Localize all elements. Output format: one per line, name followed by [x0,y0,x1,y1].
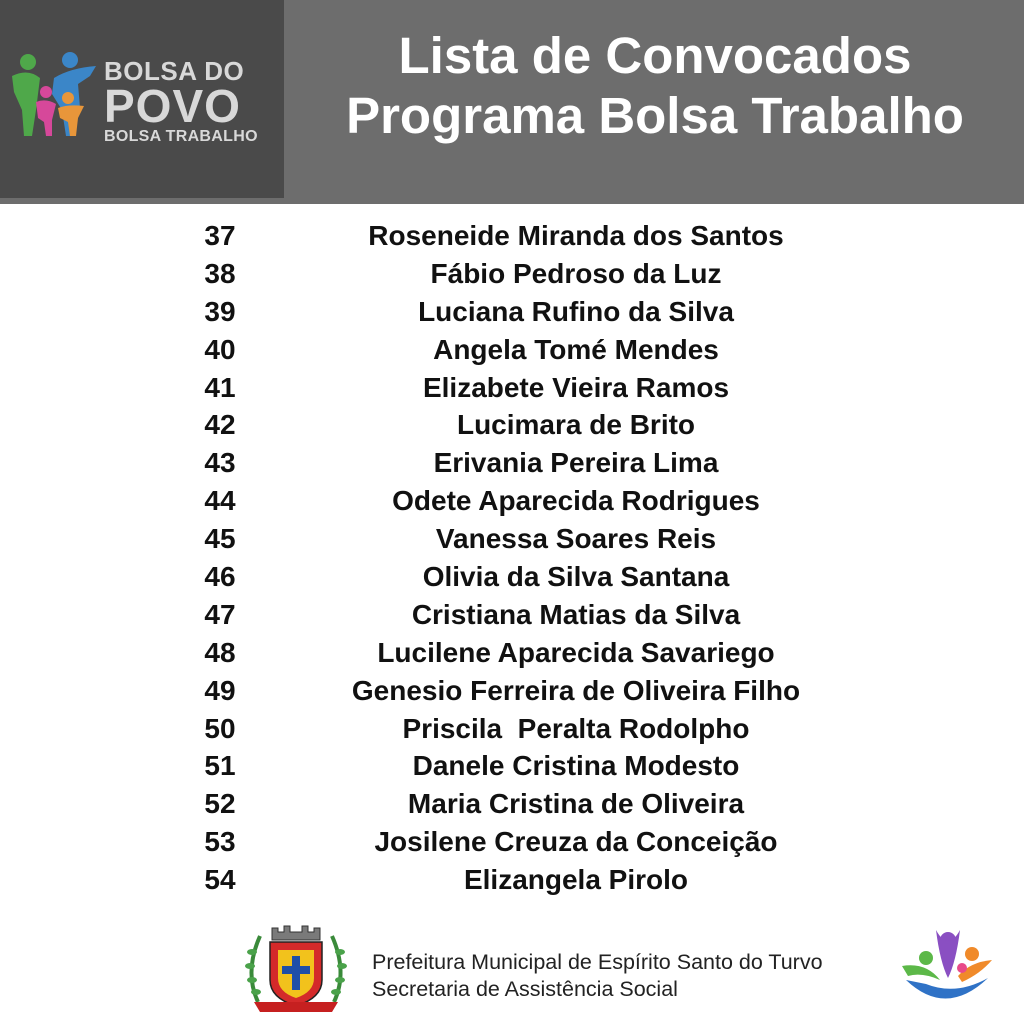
logo-line2: POVO [104,80,241,132]
title-line-2: Programa Bolsa Trabalho [346,87,964,144]
list-item-number: 38 [204,257,236,289]
list-item-name: Lucimara de Brito [456,409,696,441]
list-item-number: 43 [204,447,236,479]
list-item [0,217,1024,255]
list-item [0,520,1024,558]
list-item-number: 51 [204,750,236,782]
list-item-number: 46 [204,561,236,593]
footer-institution [372,949,823,1003]
list-item [0,482,1024,520]
list-item-number: 47 [204,598,236,630]
list-item [0,255,1024,293]
footer-line-2: Secretaria de Assistência Social [372,977,678,1001]
list-item [0,710,1024,748]
list-item [0,406,1024,444]
list-item [0,785,1024,823]
title-line-1: Lista de Convocados [398,27,912,84]
page-title [300,26,1010,146]
list-item-name: Genesio Ferreira de Oliveira Filho [351,674,801,706]
list-item-number: 45 [204,523,236,555]
list-item-name: Erivania Pereira Lima [433,447,719,479]
list-item [0,823,1024,861]
list-item-number: 40 [204,333,236,365]
list-item-name: Elizangela Pirolo [463,864,689,896]
list-item-name: Danele Cristina Modesto [412,750,740,782]
list-item [0,634,1024,672]
list-item-name: Odete Aparecida Rodrigues [392,485,760,517]
list-item [0,861,1024,899]
list-item-name: Vanessa Soares Reis [435,523,717,555]
list-item [0,747,1024,785]
bolsa-do-povo-logo [0,0,284,198]
list-item-name: Fábio Pedroso da Luz [430,257,722,289]
list-item-number: 50 [204,712,236,744]
list-item [0,596,1024,634]
social-assistance-logo-icon [896,922,996,1012]
list-item-number: 53 [204,826,236,858]
municipal-coat-of-arms-icon [240,922,352,1014]
logo-line1: BOLSA DO [104,56,245,86]
list-item-number: 49 [204,674,236,706]
logo-wordmark [104,58,258,146]
list-item-number: 37 [204,220,236,251]
list-item [0,558,1024,596]
list-item-number: 41 [204,371,236,403]
list-item-number: 39 [204,295,236,327]
list-item-name: Angela Tomé Mendes [433,333,719,365]
list-item-name: Maria Cristina de Oliveira [407,788,745,820]
list-item [0,369,1024,407]
header-banner [0,0,1024,204]
list-item [0,293,1024,331]
list-item-number: 54 [204,864,236,896]
list-item [0,672,1024,710]
list-item-number: 42 [204,409,236,441]
list-item-name: Olivia da Silva Santana [422,561,730,593]
list-item [0,444,1024,482]
list-item-number: 44 [204,485,236,517]
list-item-name: Lucilene Aparecida Savariego [377,636,775,668]
footer-line-1: Prefeitura Municipal de Espírito Santo do Turvo [372,950,823,974]
family-people-icon [6,48,102,144]
list-item-number: 52 [204,788,236,820]
list-item-name: Elizabete Vieira Ramos [422,371,730,403]
list-item-number: 48 [204,636,236,668]
logo-line3: BOLSA TRABALHO [104,128,258,145]
list-item-name: Roseneide Miranda dos Santos [368,220,784,251]
convocados-list [0,217,1024,899]
list-item-name: Josilene Creuza da Conceição [374,826,778,858]
list-item-name: Priscila Peralta Rodolpho [402,712,750,744]
list-item-name: Cristiana Matias da Silva [411,598,741,630]
list-item-name: Luciana Rufino da Silva [418,295,734,327]
list-item [0,331,1024,369]
